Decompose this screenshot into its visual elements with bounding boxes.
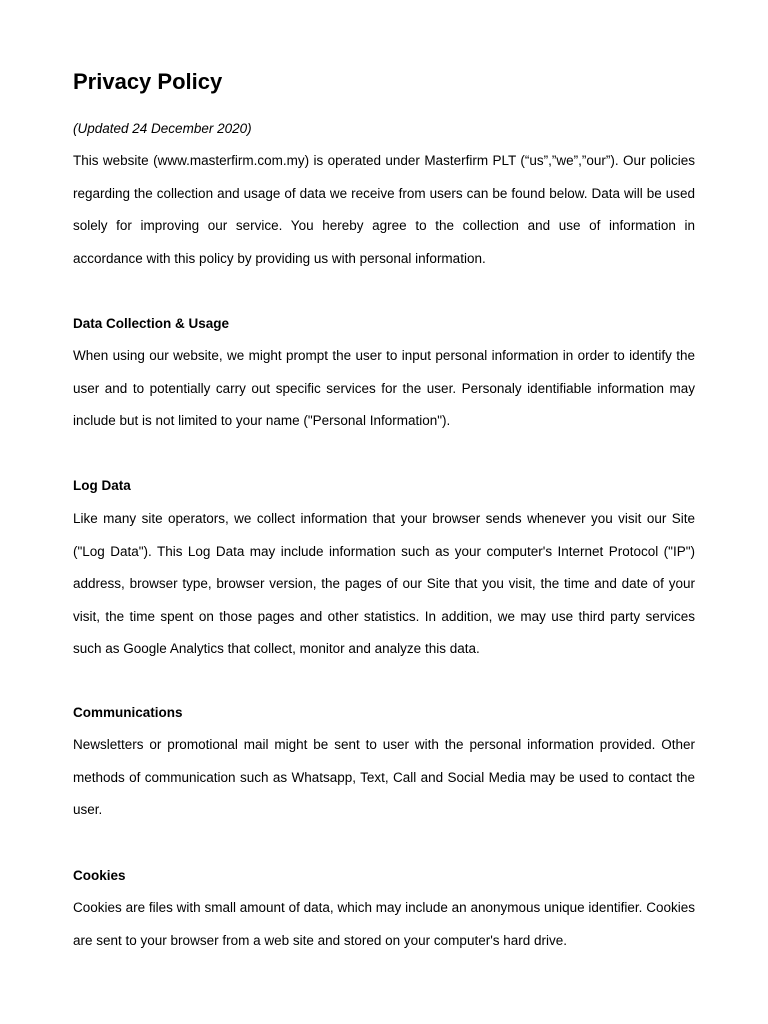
section-body-data-collection: When using our website, we might prompt the user to input personal information in order to identify the user and to potentially carry out specific services for the user. Personaly identifiable information may include but is not limited to your name ("Personal Information"). xyxy=(73,348,695,429)
section-heading-data-collection: Data Collection & Usage xyxy=(73,316,230,331)
updated-date: (Updated 24 December 2020) xyxy=(73,121,252,136)
section-body-log-data: Like many site operators, we collect information that your browser sends whenever you visit our Site ("Log Data"). This Log Data may include information such as your computer's Internet Protocol ("IP") address, browser type, browser version, the pages of our Site that you visit, the time and date of your visit, the time spent on those pages and other statistics. In addition, we may use third party services such as Google Analytics that collect, monitor and analyze this data. xyxy=(73,511,695,657)
section-heading-log-data: Log Data xyxy=(73,478,131,493)
page-title: Privacy Policy xyxy=(73,69,223,94)
intro-paragraph: This website (www.masterfirm.com.my) is operated under Masterfirm PLT (“us”,”we”,”our”). Our policies regarding the collection and usage of data we receive from users can be found below. Data will be used solely for improving our service. You hereby agree to the collection and use of information in accordance with this policy by providing us with personal information. xyxy=(73,153,695,266)
section-heading-cookies: Cookies xyxy=(73,868,126,883)
section-body-communications: Newsletters or promotional mail might be sent to user with the personal information provided. Other methods of communication such as Whatsapp, Text, Call and Social Media may be used to contact the user. xyxy=(73,737,695,818)
section-body-cookies: Cookies are files with small amount of data, which may include an anonymous unique identifier. Cookies are sent to your browser from a web site and stored on your computer's hard drive. xyxy=(73,900,695,948)
section-heading-communications: Communications xyxy=(73,705,183,720)
